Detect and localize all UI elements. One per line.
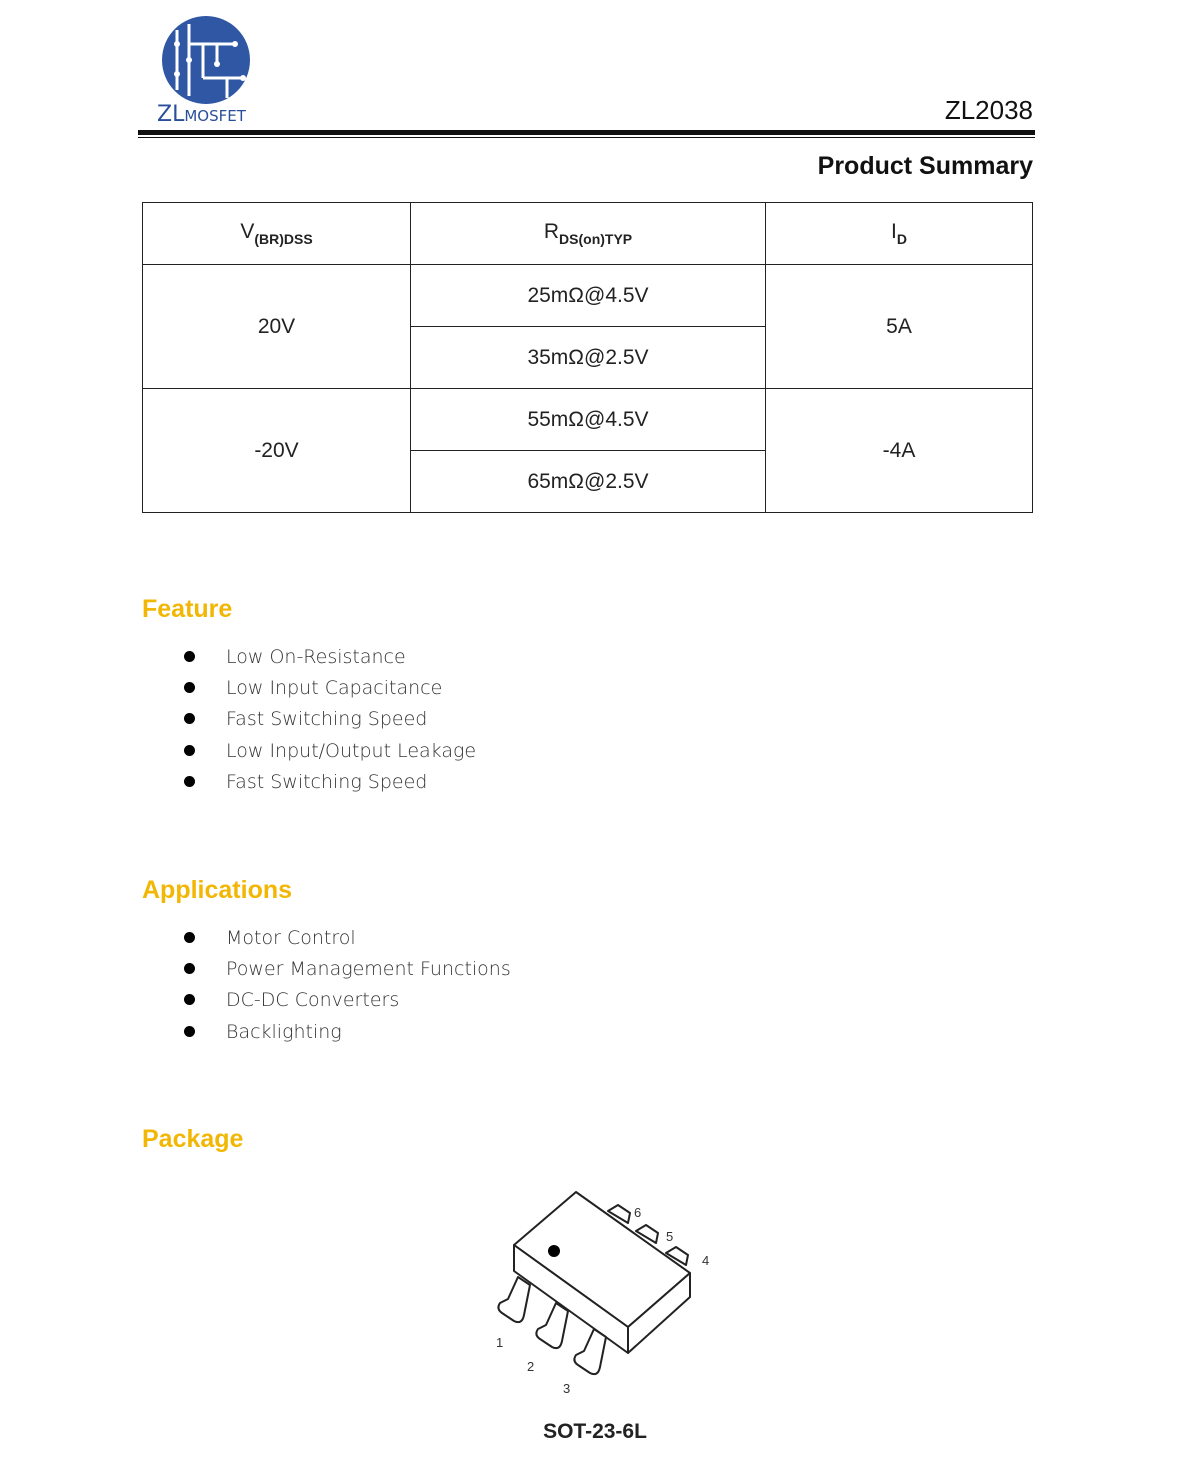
part-number: ZL2038: [944, 95, 1033, 125]
product-summary-title: Product Summary: [817, 152, 1033, 180]
applications-title: Applications: [142, 876, 293, 904]
bullet-icon: [184, 713, 195, 724]
header-id: $I_D$: [766, 203, 1033, 265]
list-item: Fast Switching Speed: [182, 704, 476, 735]
header-vbrdss: $V_{(BR)DSS}$: [143, 203, 411, 265]
bullet-icon: [184, 745, 195, 756]
list-item: Fast Switching Speed: [182, 767, 476, 798]
list-item: Low On-Resistance: [182, 642, 476, 673]
header-rule-thick: [138, 130, 1035, 135]
vds-cell: 20V: [143, 265, 411, 389]
logo-wordmark: ZLMOSFET: [157, 102, 246, 127]
vds-cell: -20V: [143, 389, 411, 513]
pin-label: 6: [634, 1205, 642, 1220]
sot23-6l-package-drawing: [490, 1185, 720, 1405]
table-row: [143, 389, 1033, 451]
list-item: Low Input Capacitance: [182, 673, 476, 704]
id-cell: 5A: [766, 265, 1033, 389]
rds-cell: 35mΩ@2.5V: [411, 327, 766, 389]
package-title: Package: [142, 1125, 244, 1153]
list-item: Power Management Functions: [182, 954, 511, 985]
list-item: DC-DC Converters: [182, 985, 511, 1016]
pin-label: 4: [702, 1253, 710, 1268]
feature-list: [182, 642, 476, 798]
feature-title: Feature: [142, 595, 233, 623]
pin-label: 5: [666, 1229, 674, 1244]
table-row: [143, 265, 1033, 327]
bullet-icon: [184, 1026, 195, 1037]
rds-cell: 25mΩ@4.5V: [411, 265, 766, 327]
header-rdson: $R_{DS(on)TYP}$: [411, 203, 766, 265]
product-summary-table: [142, 202, 1033, 513]
id-cell: -4A: [766, 389, 1033, 513]
applications-list: [182, 923, 511, 1048]
pin-label: 1: [496, 1335, 504, 1350]
table-header-row: [143, 203, 1033, 265]
bullet-icon: [184, 963, 195, 974]
list-item: Motor Control: [182, 923, 511, 954]
bullet-icon: [184, 932, 195, 943]
bullet-icon: [184, 994, 195, 1005]
bullet-icon: [184, 776, 195, 787]
rds-cell: 65mΩ@2.5V: [411, 451, 766, 513]
pin-label: 3: [563, 1381, 571, 1396]
list-item: Backlighting: [182, 1017, 511, 1048]
package-name: SOT-23-6L: [543, 1420, 647, 1443]
rds-cell: 55mΩ@4.5V: [411, 389, 766, 451]
bullet-icon: [184, 682, 195, 693]
list-item: Low Input/Output Leakage: [182, 736, 476, 767]
pin-label: 2: [527, 1359, 535, 1374]
bullet-icon: [184, 651, 195, 662]
header-rule-thin: [138, 137, 1035, 138]
